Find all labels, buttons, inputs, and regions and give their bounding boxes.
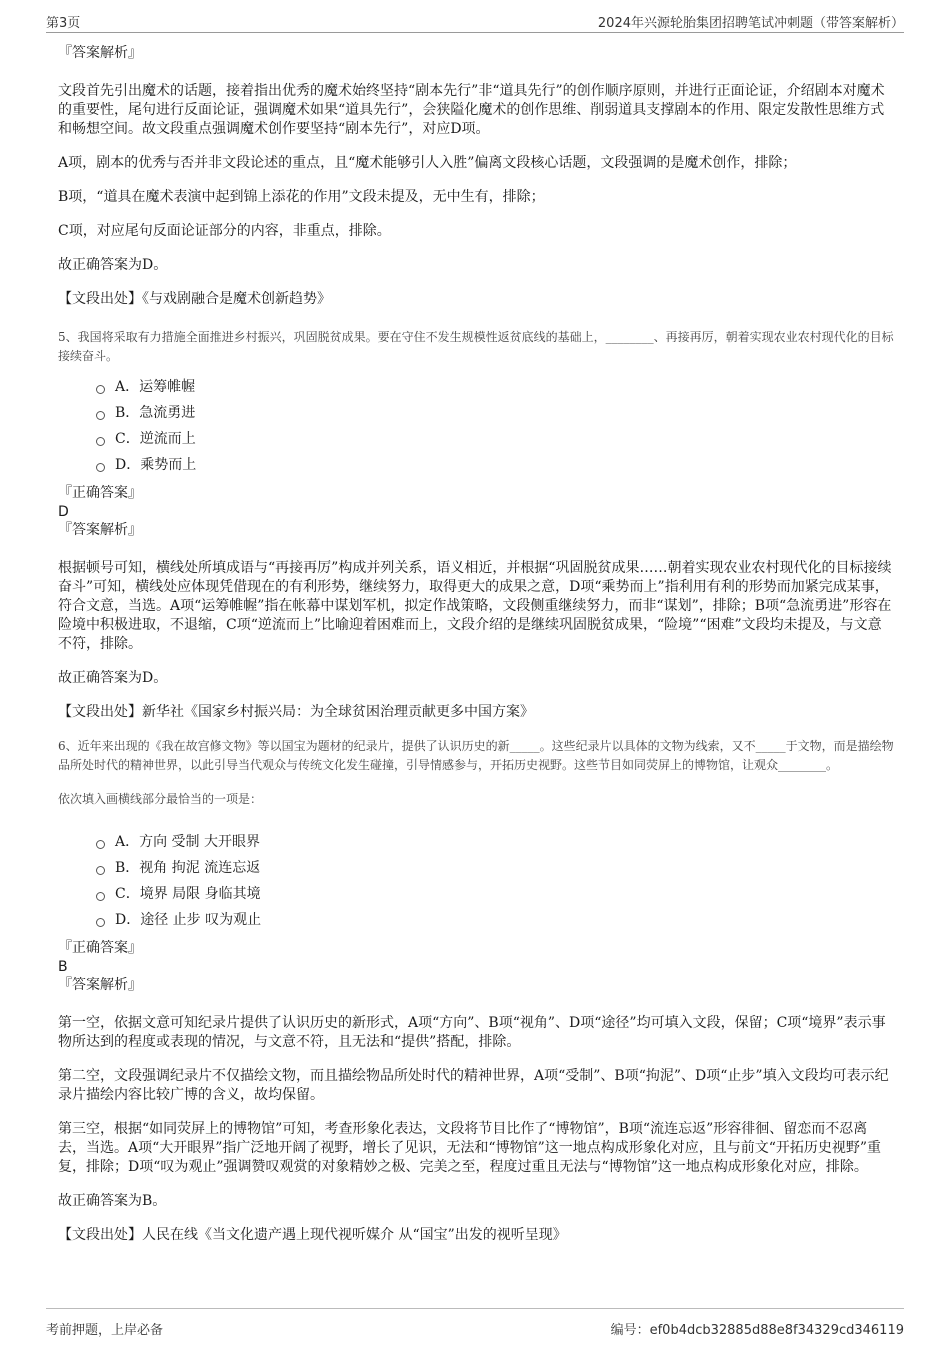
option-a[interactable]	[96, 829, 894, 855]
source-citation: 【文段出处】人民在线《当文化遗产遇上现代视听媒介 从“国宝”出发的视听呈现》	[58, 1227, 567, 1243]
question-stem: 5、我国将采取有力措施全面推进乡村振兴，巩固脱贫成果。要在守住不发生规模性返贫底线的基础上，________、再接再厉，朝着实现农业农村现代化的目标接续奋斗。	[58, 330, 894, 363]
radio-icon[interactable]	[96, 463, 105, 472]
question-instruction: 依次填入画横线部分最恰当的一项是：	[58, 792, 263, 806]
option-a[interactable]	[96, 374, 894, 400]
analysis-paragraph: 文段首先引出魔术的话题，接着指出优秀的魔术始终坚持“剧本先行”非“道具先行”的创作顺序原则，并进行正面论证，介绍剧本对魔术的重要性，尾句进行反面论证，强调魔术如果“道具先行”，会狭隘化魔术的创作思维、削弱道具支撑剧本的作用、限定发散性思维方式和畅想空间。故文段重点强调魔术创作要坚持“剧本先行”，对应D项。	[58, 83, 885, 137]
radio-icon[interactable]	[96, 840, 105, 849]
source-citation: 【文段出处】《与戏剧融合是魔术创新趋势》	[58, 291, 331, 307]
analysis-paragraph: 根据顿号可知，横线处所填成语与“再接再厉”构成并列关系，语义相近，并根据“巩固脱贫成果……朝着实现农业农村现代化的目标接续奋斗”可知，横线处应体现凭借现在的有利形势，继续努力，取得更大的成果之意，D项“乘势而上”指利用有利的形势而加紧完成某事，符合文意，当选。A项“运筹帷幄”指在帐幕中谋划军机，拟定作战策略，文段侧重继续努力，而非“谋划”，排除；B项“急流勇进”形容在险境中积极进取，不退缩，C项“逆流而上”比喻迎着困难而上，文段介绍的是继续巩固脱贫成果，“险境”“困难”文段均未提及，与文意不符，排除。	[58, 560, 892, 652]
option-c[interactable]	[96, 881, 894, 907]
analysis-paragraph: C项，对应尾句反面论证部分的内容，非重点，排除。	[58, 223, 391, 239]
option-list	[96, 374, 894, 478]
page-number: 第3页	[46, 16, 81, 31]
page-content	[58, 44, 894, 1245]
option-label: A．方向 受制 大开眼界	[115, 834, 261, 850]
radio-icon[interactable]	[96, 411, 105, 420]
analysis-label: 『答案解析』	[58, 45, 142, 61]
option-d[interactable]	[96, 452, 894, 478]
option-label: A．运筹帷幄	[115, 379, 196, 395]
page-footer	[46, 1308, 904, 1337]
option-label: B．急流勇进	[115, 405, 196, 421]
conclusion: 故正确答案为B。	[58, 1193, 167, 1209]
analysis-paragraph: 第三空，根据“如同荧屏上的博物馆”可知，考查形象化表达，文段将节目比作了“博物馆”，B项“流连忘返”形容徘徊、留恋而不忍离去，当选。A项“大开眼界”指广泛地开阔了视野，增长了见识，无法和“博物馆”这一地点构成形象化对应，且与前文“开拓历史视野”重复，排除；D项“叹为观止”强调赞叹观赏的对象精妙之极、完美之至，程度过重且无法与“博物馆”这一地点构成形象化对应，排除。	[58, 1121, 882, 1175]
option-label: D．乘势而上	[115, 457, 197, 473]
conclusion: 故正确答案为D。	[58, 257, 168, 273]
document-id: 编号：ef0b4dcb32885d88e8f34329cd346119	[610, 1323, 904, 1338]
question-stem: 6、近年来出现的《我在故宫修文物》等以国宝为题材的纪录片，提供了认识历史的新_____。这些纪录片以具体的文物为线索，又不_____于文物，而是描绘物品所处时代的精神世界，以此引导当代观众与传统文化发生碰撞，引导情感参与，开拓历史视野。这些节目如同荧屏上的博物馆，让观众________。	[58, 739, 894, 772]
option-label: C．境界 局限 身临其境	[115, 886, 261, 902]
page-header	[46, 10, 904, 33]
analysis-label: 『答案解析』	[58, 522, 142, 538]
option-b[interactable]	[96, 400, 894, 426]
correct-answer-label: 『正确答案』	[58, 485, 142, 501]
option-b[interactable]	[96, 855, 894, 881]
document-title: 2024年兴源轮胎集团招聘笔试冲刺题（带答案解析）	[597, 16, 904, 31]
radio-icon[interactable]	[96, 437, 105, 446]
option-list	[96, 829, 894, 933]
correct-answer: B	[58, 959, 68, 975]
correct-answer: D	[58, 504, 69, 520]
analysis-paragraph: 第二空，文段强调纪录片不仅描绘文物，而且描绘物品所处时代的精神世界，A项“受制”、B项“拘泥”、D项“止步”填入文段均可表示纪录片描绘内容比较广博的含义，故均保留。	[58, 1068, 889, 1103]
option-d[interactable]	[96, 907, 894, 933]
radio-icon[interactable]	[96, 385, 105, 394]
analysis-label: 『答案解析』	[58, 977, 142, 993]
radio-icon[interactable]	[96, 866, 105, 875]
correct-answer-label: 『正确答案』	[58, 940, 142, 956]
analysis-paragraph: A项，剧本的优秀与否并非文段论述的重点，且“魔术能够引人入胜”偏离文段核心话题，文段强调的是魔术创作，排除；	[58, 155, 797, 171]
option-label: D．途径 止步 叹为观止	[115, 912, 262, 928]
radio-icon[interactable]	[96, 918, 105, 927]
analysis-paragraph: B项，“道具在魔术表演中起到锦上添花的作用”文段未提及，无中生有，排除；	[58, 189, 545, 205]
option-label: B．视角 拘泥 流连忘返	[115, 860, 261, 876]
conclusion: 故正确答案为D。	[58, 670, 168, 686]
source-citation: 【文段出处】新华社《国家乡村振兴局：为全球贫困治理贡献更多中国方案》	[58, 704, 534, 720]
footer-slogan: 考前押题，上岸必备	[46, 1323, 164, 1338]
radio-icon[interactable]	[96, 892, 105, 901]
option-c[interactable]	[96, 426, 894, 452]
option-label: C．逆流而上	[115, 431, 196, 447]
analysis-paragraph: 第一空，依据文意可知纪录片提供了认识历史的新形式，A项“方向”、B项“视角”、D项“途径”均可填入文段，保留；C项“境界”表示事物所达到的程度或表现的情况，与文意不符，且无法和“提供”搭配，排除。	[58, 1015, 886, 1050]
